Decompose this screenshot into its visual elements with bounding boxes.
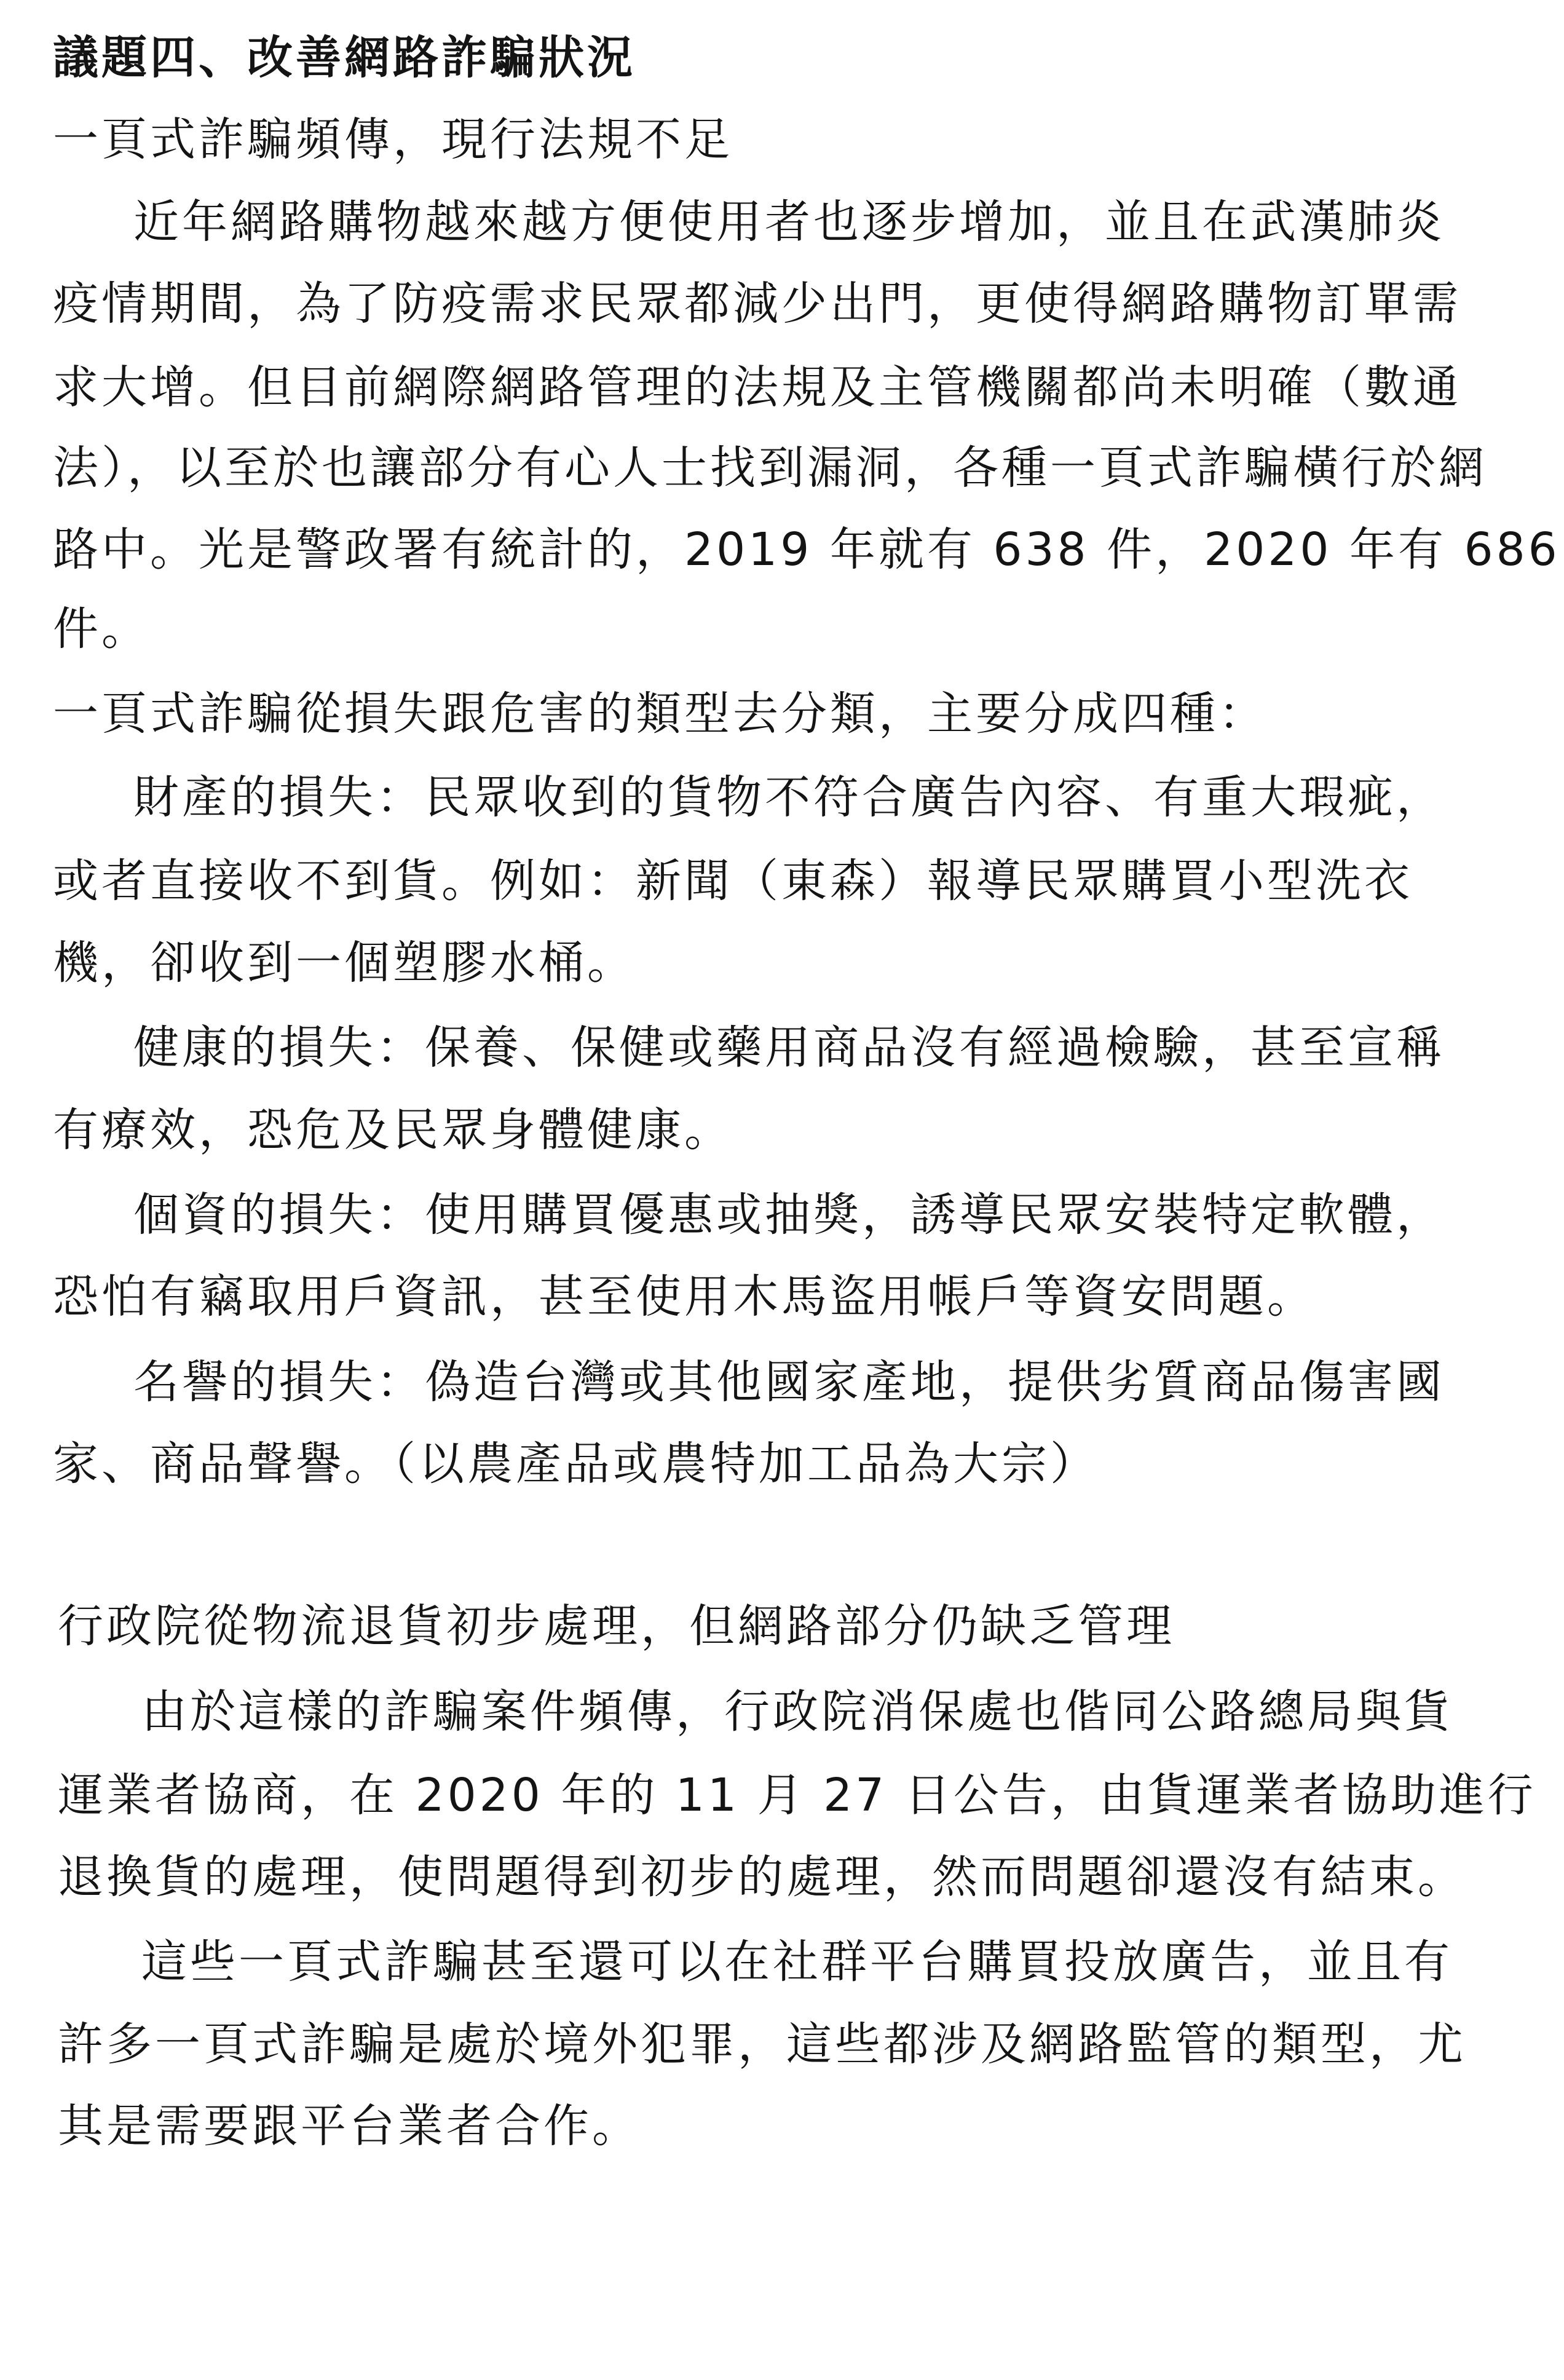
- section2-paragraph1-line: 運業者協商，在 2020 年的 11 月 27 日公告，由貨運業者協助進行: [58, 1769, 1536, 1822]
- section1-paragraph1-line: 件。: [53, 603, 150, 655]
- reputation-loss-line: 名譽的損失：偽造台灣或其他國家產地，提供劣質商品傷害國: [133, 1356, 1445, 1409]
- section1-paragraph1-line: 疫情期間，為了防疫需求民眾都減少出門，更使得網路購物訂單需: [53, 277, 1461, 330]
- section1-paragraph1-line: 求大增。但目前網際網路管理的法規及主管機關都尚未明確（數通: [53, 361, 1461, 414]
- property-loss-line: 或者直接收不到貨。例如：新聞（東森）報導民眾購買小型洗衣: [53, 855, 1413, 907]
- section2-subheading: 行政院從物流退貨初步處理，但網路部分仍缺乏管理: [58, 1600, 1175, 1653]
- section2-paragraph1-line: 由於這樣的詐騙案件頻傳，行政院消保處也偕同公路總局與貨: [141, 1685, 1453, 1738]
- section1-paragraph1-line: 路中。光是警政署有統計的，2019 年就有 638 件，2020 年有 686: [53, 523, 1560, 576]
- health-loss-line: 有療效，恐危及民眾身體健康。: [53, 1104, 733, 1156]
- classification-intro: 一頁式詐騙從損失跟危害的類型去分類，主要分成四種：: [53, 687, 1267, 740]
- reputation-loss-line: 家、商品聲譽。（以農產品或農特加工品為大宗）: [53, 1437, 1099, 1490]
- section2-paragraph1-line: 退換貨的處理，使問題得到初步的處理，然而問題卻還沒有結束。: [58, 1851, 1466, 1904]
- privacy-loss-line: 恐怕有竊取用戶資訊，甚至使用木馬盜用帳戶等資安問題。: [53, 1270, 1316, 1323]
- section1-paragraph1-line: 法），以至於也讓部分有心人士找到漏洞，各種一頁式詐騙橫行於網: [53, 441, 1487, 494]
- privacy-loss-line: 個資的損失：使用購買優惠或抽獎，誘導民眾安裝特定軟體，: [133, 1188, 1445, 1241]
- property-loss-line: 機，卻收到一個塑膠水桶。: [53, 936, 636, 989]
- section2-paragraph2-line: 這些一頁式詐騙甚至還可以在社群平台購買投放廣告，並且有: [141, 1935, 1453, 1988]
- section1-paragraph1-line: 近年網路購物越來越方便使用者也逐步增加，並且在武漢肺炎: [133, 196, 1445, 248]
- health-loss-line: 健康的損失：保養、保健或藥用商品沒有經過檢驗，甚至宣稱: [133, 1021, 1445, 1074]
- document-heading: 議題四、改善網路詐騙狀況: [53, 31, 636, 84]
- section2-paragraph2-line: 許多一頁式詐騙是處於境外犯罪，這些都涉及網路監管的類型，尤: [58, 2018, 1466, 2071]
- property-loss-line: 財產的損失：民眾收到的貨物不符合廣告內容、有重大瑕疵，: [133, 771, 1445, 824]
- section2-paragraph2-line: 其是需要跟平台業者合作。: [58, 2100, 641, 2153]
- section1-subheading: 一頁式詐騙頻傳，現行法規不足: [53, 113, 733, 166]
